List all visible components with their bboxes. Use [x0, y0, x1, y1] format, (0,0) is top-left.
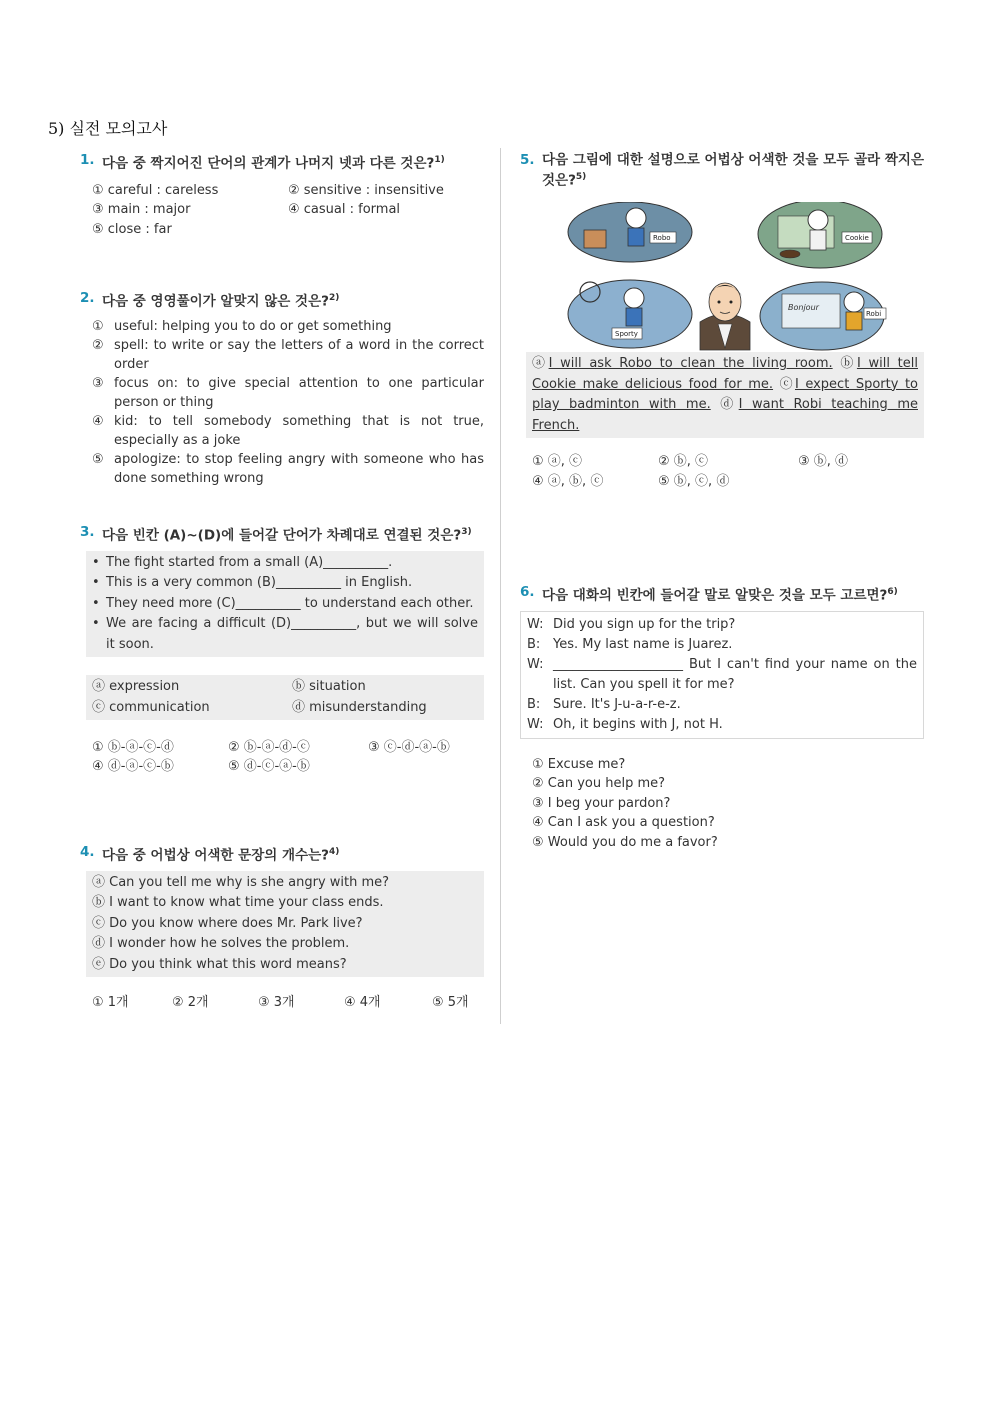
option[interactable]: ① ⓑ-ⓐ-ⓒ-ⓓ — [92, 740, 174, 755]
statement-text: I will ask Robo to clean the living room. — [548, 356, 833, 371]
list-item: ⓑ I want to know what time your class ends. — [92, 895, 384, 910]
definition-item[interactable]: ③ focus on: to give special attention to one particular person or thing — [92, 375, 484, 410]
dialog-line: W: Oh, it begins with J, not H. — [527, 716, 723, 732]
word-choice: ⓓ misunderstanding — [292, 699, 427, 715]
option[interactable]: ④ ⓐ, ⓑ, ⓒ — [532, 473, 604, 489]
list-item: ⓓ I wonder how he solves the problem. — [92, 936, 350, 951]
option[interactable]: ① Excuse me? — [532, 756, 626, 772]
option[interactable]: ⑤ ⓓ-ⓒ-ⓐ-ⓑ — [228, 759, 310, 774]
answer-options — [92, 738, 484, 776]
word-choice: ⓑ situation — [292, 679, 366, 694]
option[interactable]: ⑤ ⓑ, ⓒ, ⓓ — [658, 473, 730, 489]
option[interactable]: ② ⓑ, ⓒ — [658, 454, 709, 469]
answer-options — [532, 452, 918, 491]
option[interactable]: ③ ⓒ-ⓓ-ⓐ-ⓑ — [368, 740, 450, 755]
question-4 — [80, 844, 484, 1013]
option[interactable]: ① careful : careless — [92, 182, 219, 198]
definition-item[interactable]: ① useful: helping you to do or get something — [92, 318, 392, 334]
question-text: 다음 중 짝지어진 단어의 관계가 나머지 넷과 다른 것은? — [102, 155, 435, 172]
statement-mark: ⓒ — [779, 376, 795, 392]
question-2 — [80, 290, 484, 488]
picture-label: Robo — [653, 234, 671, 242]
option[interactable]: ② 2개 — [172, 995, 209, 1010]
statement-text: I will tell Cookie make delicious food for me. — [532, 356, 918, 392]
statement-mark: ⓑ — [840, 356, 857, 371]
answer-options — [532, 755, 924, 853]
statement-box — [526, 352, 924, 438]
option[interactable]: ④ ⓓ-ⓐ-ⓒ-ⓑ — [92, 759, 174, 774]
statement-mark: ⓓ — [720, 397, 739, 412]
sentence-box — [86, 871, 484, 978]
picture-label: Cookie — [845, 234, 869, 242]
option[interactable]: ⑤ 5개 — [432, 995, 469, 1010]
footnote-mark: 3) — [461, 527, 472, 537]
question-number: 1. — [80, 152, 95, 168]
dialog-line: W: ____________________ But I can't find your name on the list. Can you spell it for me? — [527, 656, 917, 692]
word-choice: ⓒ communication — [92, 699, 210, 715]
option[interactable]: ③ ⓑ, ⓓ — [798, 454, 849, 469]
list-item: • They need more (C)__________ to understand each other. — [92, 595, 474, 611]
list-item: • This is a very common (B)__________ in English. — [92, 575, 413, 590]
question-text: 다음 중 영영풀이가 알맞지 않은 것은? — [102, 293, 329, 310]
section-title: 5) 실전 모의고사 — [48, 119, 168, 138]
question-number: 5. — [520, 152, 535, 168]
dialog-line: B: Yes. My last name is Juarez. — [527, 636, 733, 652]
picture-label: Bonjour — [788, 303, 819, 312]
option[interactable]: ④ casual : formal — [288, 202, 401, 217]
list-item: • The fight started from a small (A)__________. — [92, 554, 393, 570]
option[interactable]: ③ I beg your pardon? — [532, 795, 671, 811]
question-text: 다음 그림에 대한 설명으로 어법상 어색한 것을 모두 골라 짝지은 것은? — [542, 152, 924, 189]
picture-label: Sporty — [615, 330, 638, 338]
answer-options — [92, 993, 484, 1013]
question-6 — [520, 584, 924, 852]
word-box — [86, 675, 484, 720]
dialog-line: B: Sure. It's J-u-a-r-e-z. — [527, 696, 681, 712]
option[interactable]: ② sensitive : insensitive — [288, 182, 444, 198]
cartoon-illustration — [550, 202, 890, 352]
question-number: 3. — [80, 524, 95, 540]
option[interactable]: ④ Can I ask you a question? — [532, 815, 715, 830]
statement-text: I want Robi teaching me French. — [532, 397, 918, 433]
definition-item[interactable]: ⑤ apologize: to stop feeling angry with someone who has done something wrong — [92, 451, 484, 486]
question-text: 다음 빈칸 (A)~(D)에 들어갈 단어가 차례대로 연결된 것은? — [102, 527, 462, 544]
column-divider — [500, 148, 501, 1024]
option[interactable]: ⑤ close : far — [92, 221, 172, 237]
definition-item[interactable]: ④ kid: to tell somebody something that is not true, especially as a joke — [92, 413, 484, 448]
question-number: 4. — [80, 844, 95, 860]
option[interactable]: ① ⓐ, ⓒ — [532, 454, 583, 469]
option[interactable]: ④ 4개 — [344, 995, 381, 1010]
footnote-mark: 4) — [328, 847, 340, 857]
question-text: 다음 중 어법상 어색한 문장의 개수는? — [102, 847, 329, 864]
list-item: ⓒ Do you know where does Mr. Park live? — [92, 915, 363, 931]
definition-item[interactable]: ② spell: to write or say the letters of a word in the correct order — [92, 337, 484, 372]
list-item: ⓐ Can you tell me why is she angry with me? — [92, 874, 390, 890]
option[interactable]: ② Can you help me? — [532, 776, 666, 791]
question-text: 다음 대화의 빈칸에 들어갈 말로 알맞은 것을 모두 고르면? — [542, 587, 888, 604]
footnote-mark: 2) — [328, 293, 340, 303]
option[interactable]: ③ 3개 — [258, 995, 295, 1010]
list-item: • We are facing a difficult (D)__________, but we will solve it soon. — [92, 616, 478, 652]
sentence-box — [86, 551, 484, 658]
picture-label: Robi — [866, 310, 882, 318]
option[interactable]: ⑤ Would you do me a favor? — [532, 834, 718, 850]
question-number: 2. — [80, 290, 95, 306]
statement-mark: ⓐ — [532, 356, 549, 371]
footnote-mark: 1) — [434, 155, 445, 165]
question-5 — [520, 152, 924, 489]
question-1 — [80, 152, 484, 239]
dialog-box — [520, 611, 924, 739]
statement-text: I expect Sporty to play badminton with me. — [532, 376, 918, 412]
option[interactable]: ③ main : major — [92, 202, 191, 217]
footnote-mark: 5) — [575, 172, 587, 182]
option[interactable]: ① 1개 — [92, 995, 129, 1010]
definition-list — [92, 317, 484, 488]
answer-options — [92, 181, 484, 240]
footnote-mark: 6) — [887, 587, 898, 597]
list-item: ⓔ Do you think what this word means? — [92, 956, 347, 972]
dialog-line: W: Did you sign up for the trip? — [527, 616, 736, 632]
question-3 — [80, 524, 484, 776]
question-number: 6. — [520, 584, 535, 600]
word-choice: ⓐ expression — [92, 679, 180, 694]
option[interactable]: ② ⓑ-ⓐ-ⓓ-ⓒ — [228, 740, 310, 755]
